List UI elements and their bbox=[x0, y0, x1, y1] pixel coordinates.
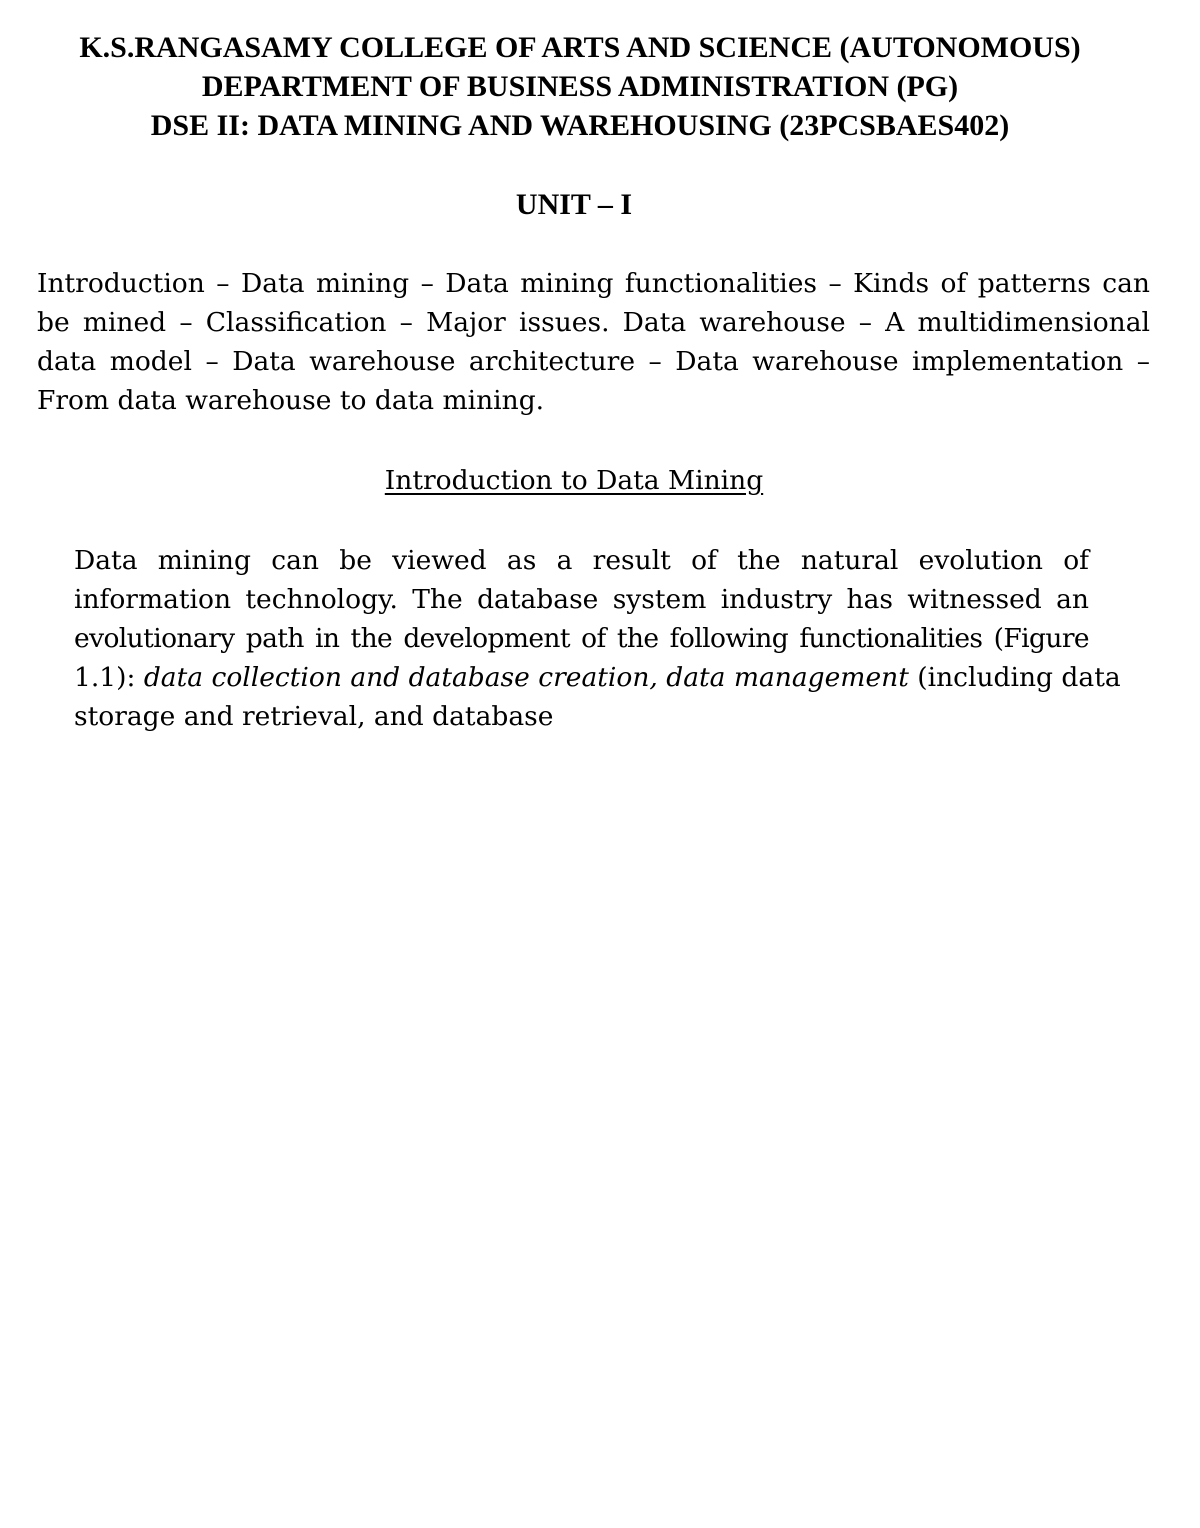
course-title: DSE II: DATA MINING AND WAREHOUSING (23PCSBAES402) bbox=[150, 109, 1010, 142]
paragraph-text: (including data bbox=[908, 662, 1121, 693]
figure-reference: 1.1): bbox=[74, 662, 144, 693]
syllabus-line: Introduction – Data mining – Data mining functionalities – Kinds of patterns can bbox=[37, 268, 1150, 299]
section-heading bbox=[0, 461, 1148, 500]
department-name: DEPARTMENT OF BUSINESS ADMINISTRATION (PG) bbox=[201, 70, 959, 103]
syllabus-line: From data warehouse to data mining. bbox=[37, 385, 545, 416]
syllabus-paragraph bbox=[37, 264, 1150, 420]
section-heading-text: Introduction to Data Mining bbox=[384, 465, 764, 496]
syllabus-line: be mined – Classification – Major issues. Data warehouse – A multidimensional bbox=[37, 307, 1150, 338]
paragraph-line bbox=[74, 658, 1121, 697]
italic-phrase: data collection and database creation, data management bbox=[143, 662, 909, 693]
intro-paragraph bbox=[74, 541, 1121, 736]
syllabus-line: data model – Data warehouse architecture – Data warehouse implementation – bbox=[37, 346, 1150, 377]
document-header bbox=[0, 28, 1160, 145]
paragraph-line: information technology. The database system industry has witnessed an bbox=[74, 584, 1089, 615]
unit-title: UNIT – I bbox=[515, 188, 633, 221]
paragraph-line: evolutionary path in the development of the following functionalities (Figure bbox=[74, 623, 1089, 654]
paragraph-line: Data mining can be viewed as a result of the natural evolution of bbox=[74, 545, 1089, 576]
college-name: K.S.RANGASAMY COLLEGE OF ARTS AND SCIENCE (AUTONOMOUS) bbox=[79, 31, 1081, 64]
paragraph-line: storage and retrieval, and database bbox=[74, 701, 554, 732]
